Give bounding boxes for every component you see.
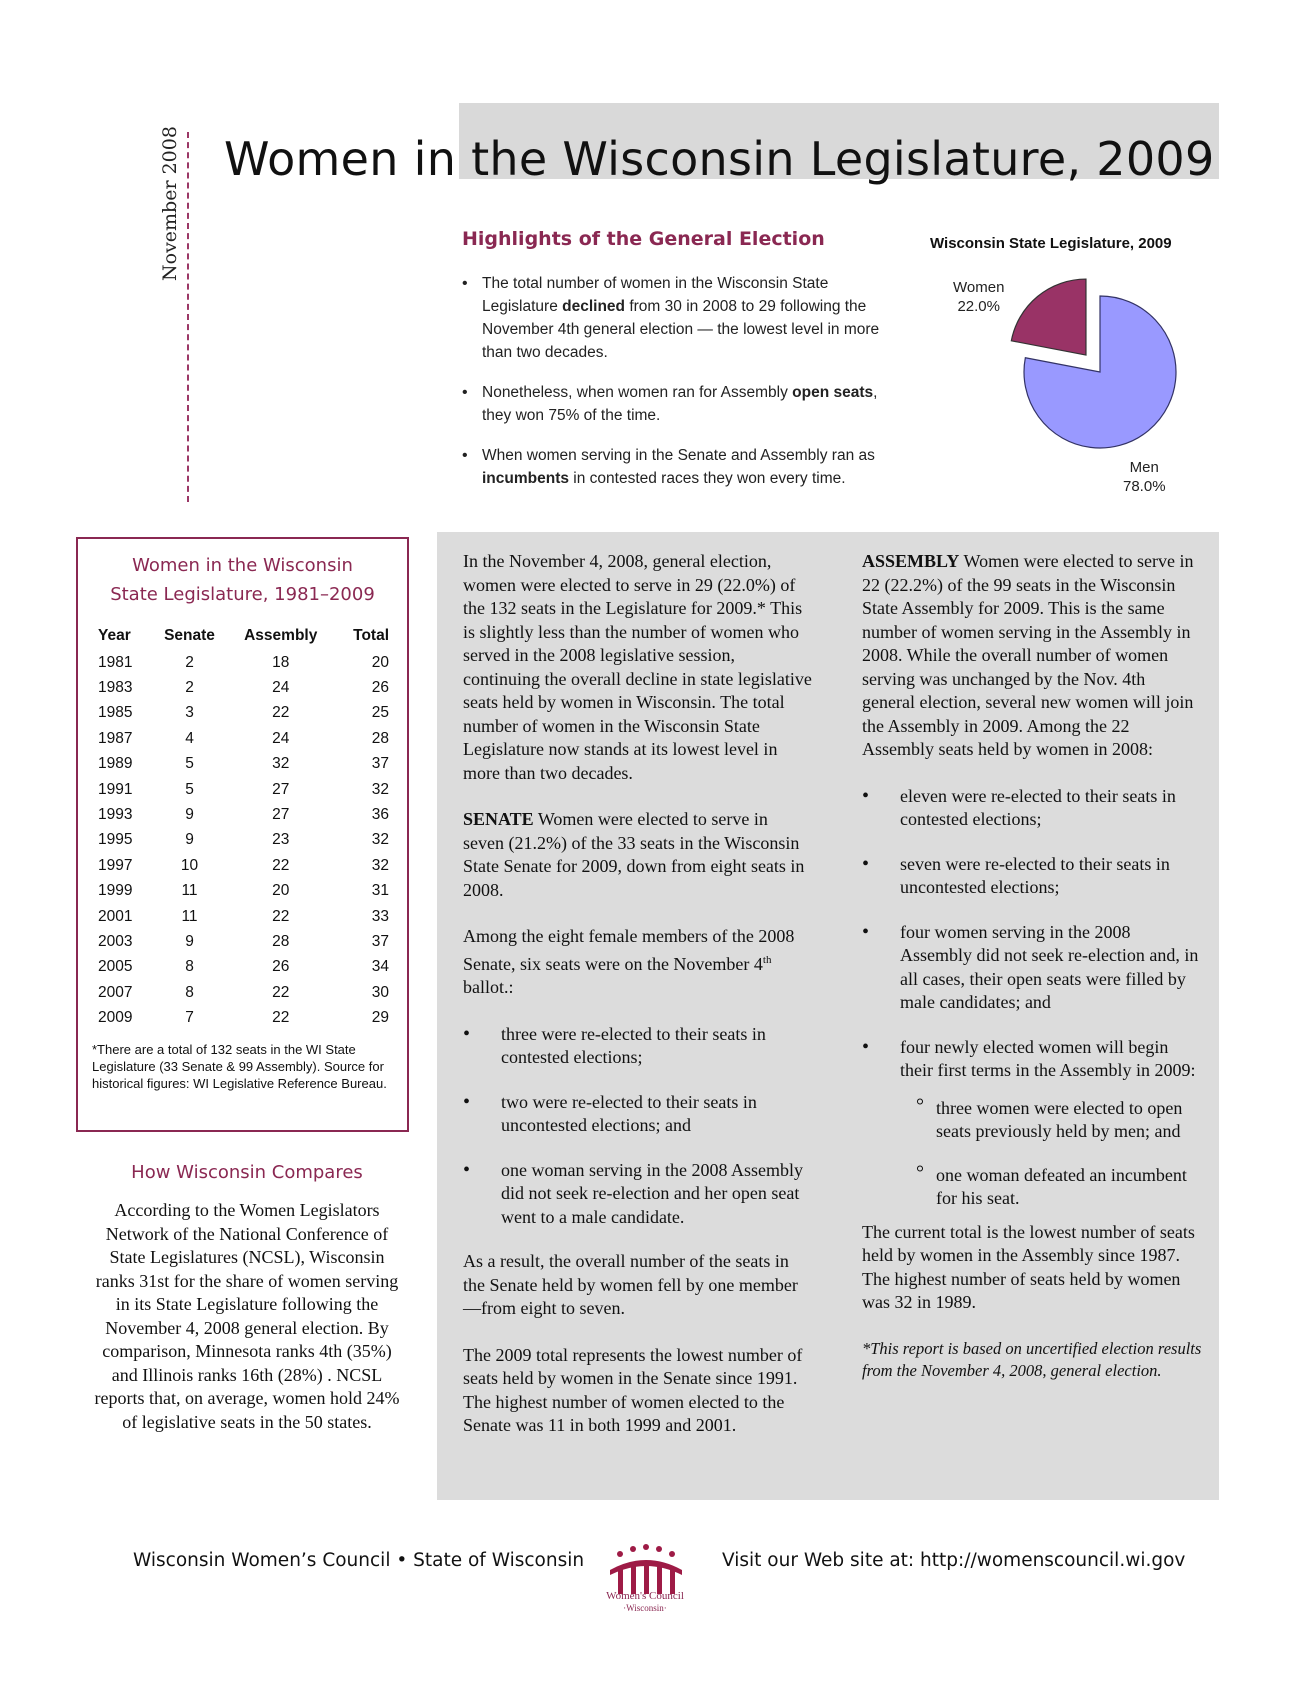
cell-assembly: 22 <box>272 704 290 722</box>
cell-assembly: 18 <box>272 653 290 671</box>
highlight-text: When women serving in the Senate and Assembly ran as <box>482 447 875 464</box>
assembly-bullet: • eleven were re-elected to their seats in contested elections; <box>862 785 1202 832</box>
senate-bullets <box>463 1023 813 1230</box>
highlights-heading: Highlights of the General Election <box>462 228 825 250</box>
assembly-closing-paragraph: The current total is the lowest number of seats held by women in the Assembly since 1987. The highest number of seats held by women was 32 in 1989. <box>862 1221 1195 1312</box>
cell-senate: 2 <box>185 679 194 697</box>
table-row <box>92 675 393 700</box>
page-title: Women in the Wisconsin Legislature, 2009 <box>224 132 1215 186</box>
report-footnote: *This report is based on uncertified election results from the November 4, 2008, general election. <box>862 1338 1202 1380</box>
cell-senate: 10 <box>180 856 199 874</box>
pie-label-men-value: 78.0% <box>1123 478 1166 495</box>
column-header-senate: Senate <box>164 627 215 644</box>
table-row <box>92 726 393 751</box>
cell-assembly: 22 <box>272 907 290 925</box>
ordinal-suffix: th <box>762 953 772 966</box>
cell-senate: 11 <box>181 907 198 925</box>
column-header-assembly: Assembly <box>244 627 318 644</box>
pie-slice-women <box>1011 279 1086 355</box>
assembly-lead: ASSEMBLY <box>862 551 960 571</box>
cell-total: 37 <box>371 932 389 950</box>
senate-text: Women were elected to serve in seven (21.2%) of the 33 seats in the Wisconsin State Senate for 2009, down from eight seats in 2008. <box>463 809 805 900</box>
highlight-text: , they won 75% of the time. <box>482 384 878 424</box>
footer-organization: Wisconsin Women’s Council • State of Wisconsin <box>133 1550 585 1571</box>
cell-assembly: 22 <box>272 983 290 1001</box>
cell-year: 1985 <box>98 704 133 722</box>
table-row <box>92 752 393 777</box>
pie-chart-graphic <box>915 230 1215 510</box>
table-row <box>92 955 393 980</box>
senate-bullet: • three were re-elected to their seats in contested elections; <box>463 1023 813 1070</box>
cell-year: 2007 <box>98 983 133 1001</box>
assembly-sub-bullet: ° three women were elected to open seats previously held by men; and <box>916 1097 1202 1144</box>
senate-result-paragraph: As a result, the overall number of the seats in the Senate held by women fell by one member—from eight to seven. <box>463 1251 798 1318</box>
cell-senate: 7 <box>185 1009 194 1027</box>
highlight-bold: open seats <box>792 384 874 401</box>
cell-total: 31 <box>371 882 389 900</box>
highlight-bold: declined <box>562 298 626 315</box>
cell-assembly: 26 <box>272 958 290 976</box>
cell-assembly: 22 <box>272 1009 290 1027</box>
cell-assembly: 22 <box>272 856 290 874</box>
logo-caption <box>585 1590 705 1614</box>
cell-senate: 9 <box>185 932 194 950</box>
cell-senate: 8 <box>185 958 194 976</box>
table-row <box>92 980 393 1005</box>
cell-year: 1987 <box>98 729 133 747</box>
table-row <box>92 650 393 675</box>
cell-total: 36 <box>371 806 389 824</box>
table-row <box>92 853 393 878</box>
footer-website[interactable]: Visit our Web site at: http://womenscouncil.wi.gov <box>722 1550 1186 1571</box>
senate-bullet: • two were re-elected to their seats in uncontested elections; and <box>463 1091 813 1138</box>
pie-label-women <box>953 278 1004 316</box>
cell-year: 1999 <box>98 882 133 900</box>
cell-year: 1989 <box>98 755 133 773</box>
table-row <box>92 879 393 904</box>
highlight-text: from 30 in 2008 to 29 following the November 4th general election — the lowest level in more than two decades. <box>482 298 880 361</box>
publication-date-text: November 2008 <box>159 126 181 281</box>
cell-assembly: 28 <box>272 932 290 950</box>
cell-assembly: 23 <box>272 831 290 849</box>
among-text: Among the eight female members of the 2008 Senate, six seats were on the November 4 <box>463 926 795 974</box>
compare-body: According to the Women Legislators Network of the National Conference of State Legislatures (NCSL), Wisconsin ranks 31st for the share of women serving in its State Legislature following the November 4, 2008 general election. By comparison, Minnesota ranks 4th (35%) and Illinois ranks 16th (28%) . NCSL reports that, on average, women hold 24% of legislative seats in the 50 states. <box>94 1200 400 1432</box>
cell-total: 32 <box>371 856 389 874</box>
history-table-box <box>76 537 409 1132</box>
history-table <box>92 624 393 1031</box>
table-row <box>92 802 393 827</box>
cell-assembly: 24 <box>272 729 290 747</box>
pie-label-women-value: 22.0% <box>957 298 1000 315</box>
highlight-bold: incumbents <box>482 470 569 487</box>
pie-label-women-name: Women <box>953 279 1005 296</box>
cell-senate: 3 <box>185 704 194 722</box>
cell-total: 37 <box>371 755 389 773</box>
cell-total: 33 <box>371 907 389 925</box>
table-row <box>92 1005 393 1030</box>
logo-caption-line2: ·Wisconsin· <box>623 1603 667 1613</box>
highlights-list <box>462 272 902 490</box>
table-row <box>92 828 393 853</box>
column-header-year: Year <box>98 627 131 644</box>
history-table-title-line2: State Legislature, 1981–2009 <box>110 584 375 605</box>
column-header-total: Total <box>353 627 389 644</box>
cell-year: 2005 <box>98 958 133 976</box>
senate-lead: SENATE <box>463 809 534 829</box>
cell-total: 30 <box>371 983 389 1001</box>
pie-label-men-name: Men <box>1129 459 1159 476</box>
article-column-left <box>463 550 813 1461</box>
history-table-body <box>92 650 393 1031</box>
senate-paragraph <box>463 808 813 902</box>
article-column-right <box>862 550 1202 1405</box>
assembly-sub-bullet: ° one woman defeated an incumbent for his seat. <box>916 1164 1202 1211</box>
publication-date <box>150 126 181 285</box>
pie-chart <box>915 230 1215 510</box>
logo-caption-line1: Women's Council <box>606 1590 684 1602</box>
highlight-text: in contested races they won every time. <box>568 470 846 487</box>
highlight-text: Nonetheless, when women ran for Assembly <box>482 384 793 401</box>
cell-senate: 11 <box>181 882 198 900</box>
assembly-bullet: • four newly elected women will begin their first terms in the Assembly in 2009: <box>862 1036 1202 1083</box>
cell-total: 28 <box>371 729 389 747</box>
cell-assembly: 27 <box>272 780 290 798</box>
table-row <box>92 929 393 954</box>
cell-senate: 8 <box>185 983 194 1001</box>
dashed-divider <box>187 132 189 502</box>
cell-total: 32 <box>371 831 389 849</box>
cell-senate: 9 <box>185 806 194 824</box>
history-table-title-line1: Women in the Wisconsin <box>132 555 353 576</box>
assembly-text: Women were elected to serve in 22 (22.2%) of the 99 seats in the Wisconsin State Assembly for 2009. This is the same number of women serving in the Assembly in 2008. While the overall number of women serving was unchanged by the Nov. 4th general election, several new women will join the Assembly in 2009. Among the 22 Assembly seats held by women in 2008: <box>862 551 1194 759</box>
page-footer <box>0 1540 1300 1630</box>
compare-heading: How Wisconsin Compares <box>131 1162 363 1183</box>
cell-total: 25 <box>371 704 389 722</box>
cell-year: 1995 <box>98 831 133 849</box>
cell-total: 32 <box>371 780 389 798</box>
intro-paragraph: In the November 4, 2008, general election, women were elected to serve in 29 (22.0%) of the 132 seats in the Legislature for 2009.* This is slightly less than the number of women who served in the 2008 legislative session, continuing the overall decline in state legislative seats held by women in Wisconsin. The total number of women in the Wisconsin State Legislature now stands at its lowest level in more than two decades. <box>463 551 812 783</box>
history-table-title <box>92 551 393 609</box>
cell-senate: 5 <box>185 780 194 798</box>
cell-total: 34 <box>371 958 389 976</box>
table-row <box>92 701 393 726</box>
cell-year: 2001 <box>98 907 133 925</box>
cell-total: 26 <box>371 679 389 697</box>
highlight-text: The total number of women in the Wisconsin State Legislature <box>482 275 829 315</box>
senate-among-paragraph <box>463 925 813 1000</box>
cell-total: 29 <box>371 1009 389 1027</box>
assembly-bullet: • four women serving in the 2008 Assembly did not seek re-election and, in all cases, their open seats were filled by male candidates; and <box>862 921 1202 1015</box>
highlight-item <box>462 381 902 427</box>
cell-year: 2003 <box>98 932 133 950</box>
assembly-paragraph <box>862 550 1202 762</box>
cell-assembly: 20 <box>272 882 290 900</box>
table-header-row <box>92 624 393 650</box>
highlights-section <box>462 228 902 507</box>
among-text-end: ballot.: <box>463 977 514 997</box>
assembly-bullets <box>862 785 1202 1083</box>
cell-year: 1983 <box>98 679 133 697</box>
cell-year: 1993 <box>98 806 133 824</box>
cell-year: 1981 <box>98 653 133 671</box>
cell-total: 20 <box>371 653 389 671</box>
highlight-item <box>462 272 902 364</box>
pie-chart-title: Wisconsin State Legislature, 2009 <box>930 235 1172 252</box>
cell-assembly: 32 <box>272 755 290 773</box>
cell-year: 2009 <box>98 1009 133 1027</box>
cell-assembly: 24 <box>272 679 290 697</box>
senate-closing-paragraph: The 2009 total represents the lowest number of seats held by women in the Senate since 1991. The highest number of women elected to the Senate was 11 in both 1999 and 2001. <box>463 1344 803 1435</box>
cell-senate: 2 <box>185 653 194 671</box>
pie-label-men <box>1123 458 1166 496</box>
cell-senate: 9 <box>185 831 194 849</box>
compare-section <box>92 1162 402 1434</box>
cell-senate: 4 <box>185 729 194 747</box>
history-table-note: *There are a total of 132 seats in the WI State Legislature (33 Senate & 99 Assembly). Source for historical figures: WI Legislative Reference Bureau. <box>92 1041 387 1091</box>
cell-senate: 5 <box>185 755 194 773</box>
cell-year: 1991 <box>98 780 133 798</box>
cell-year: 1997 <box>98 856 133 874</box>
highlight-item <box>462 444 902 490</box>
table-row <box>92 904 393 929</box>
assembly-sub-bullets <box>916 1097 1202 1211</box>
assembly-bullet: • seven were re-elected to their seats in uncontested elections; <box>862 853 1202 900</box>
senate-bullet: • one woman serving in the 2008 Assembly did not seek re-election and her open seat went to a male candidate. <box>463 1159 813 1230</box>
cell-assembly: 27 <box>272 806 290 824</box>
table-row <box>92 777 393 802</box>
